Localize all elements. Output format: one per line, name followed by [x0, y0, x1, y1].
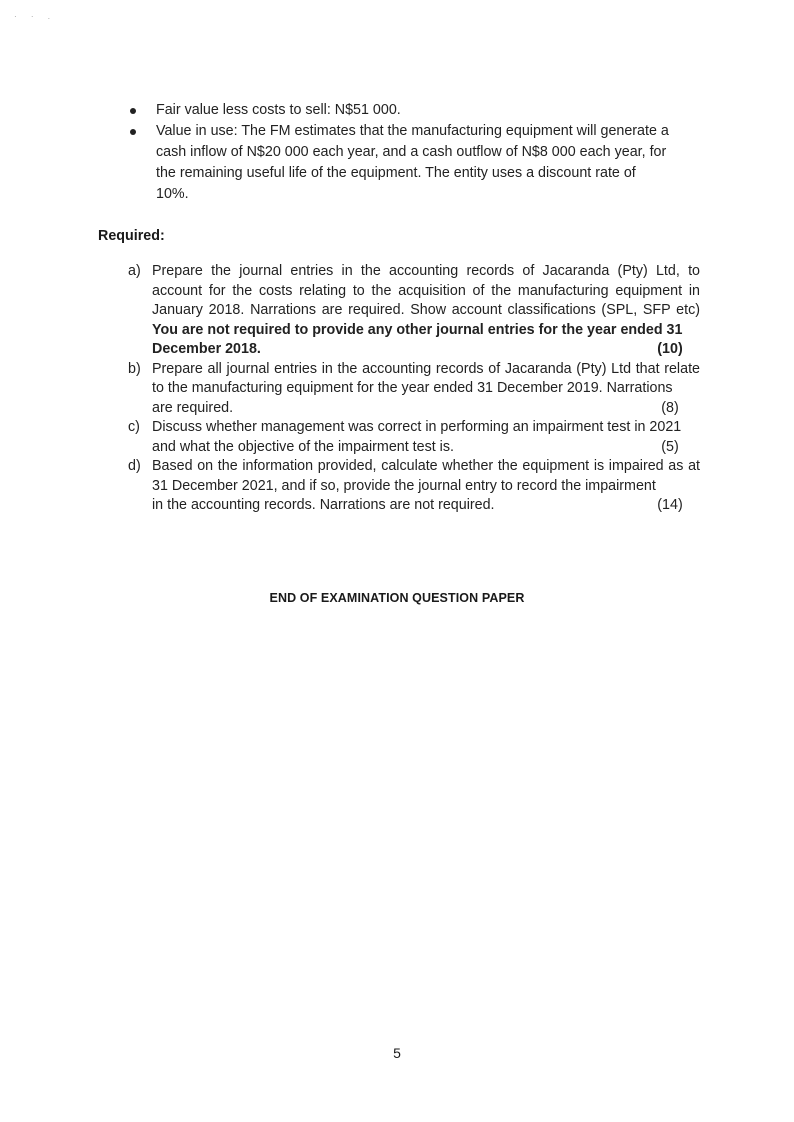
bullet-item-value-in-use	[130, 121, 670, 205]
question-list	[128, 262, 700, 516]
end-of-paper-title: END OF EXAMINATION QUESTION PAPER	[269, 591, 525, 605]
question-c-last-line	[152, 438, 700, 458]
question-a-last-text: December 2018.	[152, 341, 261, 357]
question-letter: a)	[128, 263, 141, 279]
question-letter: c)	[128, 419, 140, 435]
question-c-last-text: and what the objective of the impairment test is.	[152, 438, 454, 455]
question-letter: b)	[128, 360, 141, 377]
required-heading: Required:	[98, 228, 165, 244]
question-a-marks: (10)	[657, 341, 683, 357]
question-b	[128, 360, 700, 419]
question-a	[128, 262, 700, 360]
bullet-dot-icon	[130, 129, 136, 135]
question-d-marks: (14)	[657, 497, 683, 513]
scan-specks: · · .	[14, 12, 56, 21]
question-d-last-line	[152, 496, 700, 516]
question-d-text: Based on the information provided, calculate whether the equipment is impaired as at 31 December 2021, and if so, provide the journal entry to record the impairment	[152, 458, 700, 494]
question-d	[128, 457, 700, 516]
bullet-item-fair-value	[130, 100, 670, 121]
question-d-last-text: in the accounting records. Narrations are not required.	[152, 497, 495, 513]
question-a-bold-text: You are not required to provide any other journal entries for the year ended 31	[152, 321, 683, 338]
question-a-last-line	[152, 340, 700, 360]
question-b-text: Prepare all journal entries in the accounting records of Jacaranda (Pty) Ltd that relate to the manufacturing equipment for the year ended 31 December 2019. Narrations	[152, 360, 700, 396]
bullet-text: Fair value less costs to sell: N$51 000.	[156, 102, 401, 118]
question-c-marks: (5)	[661, 438, 679, 455]
page-number: 5	[393, 1045, 401, 1061]
bullet-list	[130, 100, 670, 205]
bullet-text: Value in use: The FM estimates that the manufacturing equipment will generate a cash inflow of N$20 000 each year, and a cash outflow of N$8 000 each year, for the remaining useful life of the equipment. The entity uses a discount rate of 10%.	[156, 123, 669, 202]
question-b-last-line	[152, 399, 700, 419]
bullet-dot-icon	[130, 108, 136, 114]
question-b-marks: (8)	[661, 399, 679, 416]
question-b-last-text: are required.	[152, 399, 234, 416]
question-c-text: Discuss whether management was correct in performing an impairment test in 2021	[152, 419, 682, 435]
question-a-text: Prepare the journal entries in the accounting records of Jacaranda (Pty) Ltd, to account for the costs relating to the acquisition of the manufacturing equipment in January 2018. Narrations are required. Show account classifications (SPL, SFP etc)	[152, 263, 700, 318]
question-c	[128, 418, 700, 457]
question-letter: d)	[128, 458, 141, 474]
